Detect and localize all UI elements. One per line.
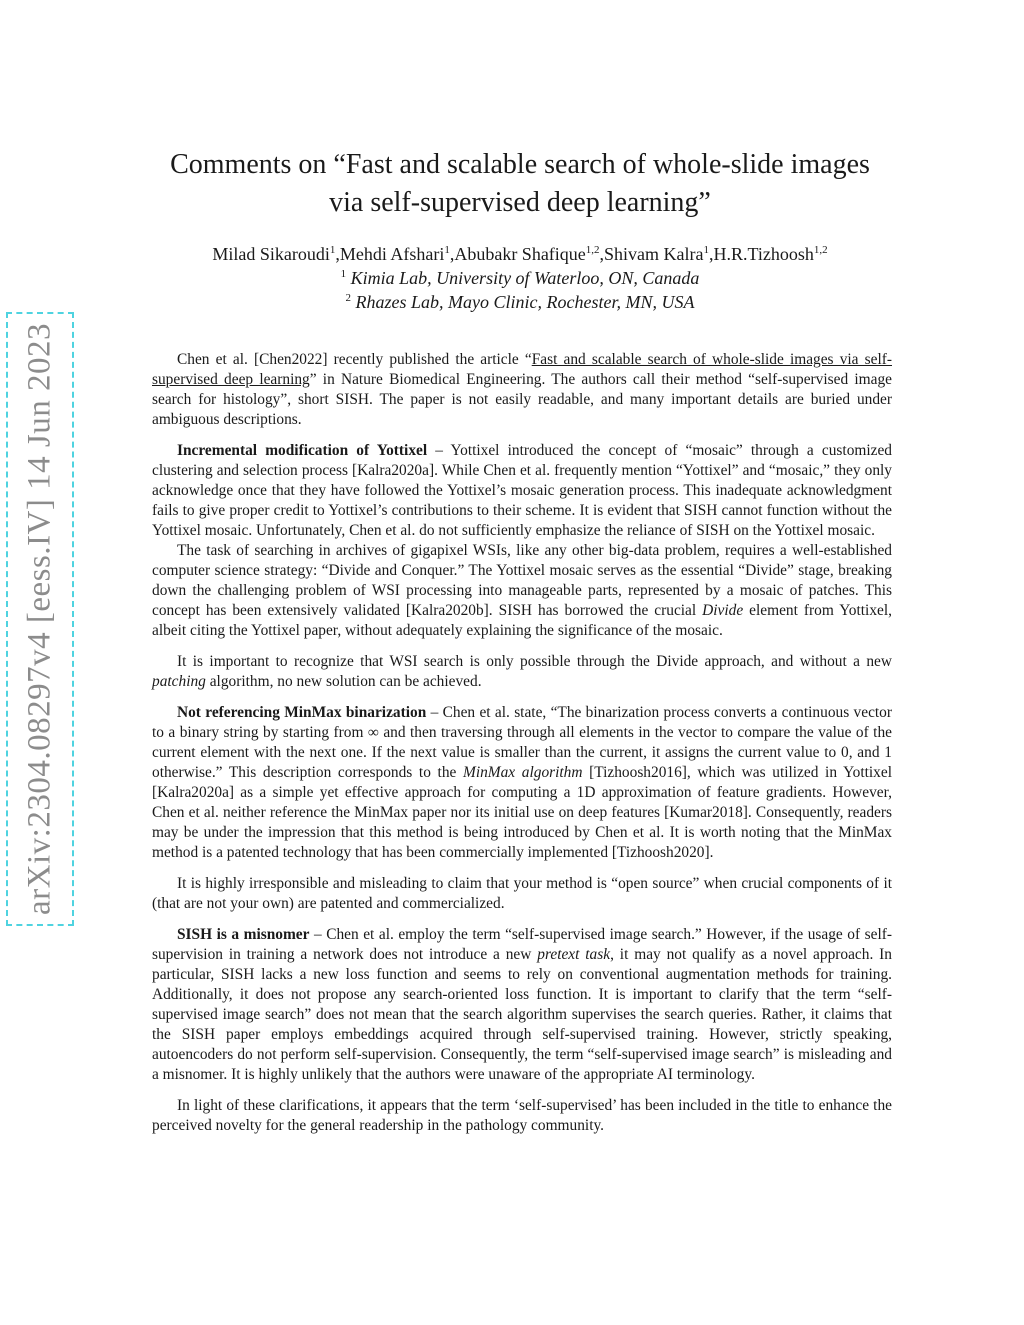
affiliation-number: 2 xyxy=(345,292,352,304)
author-affiliation: 1,2 xyxy=(585,244,600,256)
arxiv-stamp xyxy=(6,312,74,926)
paragraph-divide-conquer: The task of searching in archives of gigapixel WSIs, like any other big-data problem, requires a well-established computer science strategy: “Divide and Conquer.” The Yottixel mosaic serves as the essential “Divide” stage, breaking down the challenging problem of WSI processing into manageable parts, represented by a mosaic of patches. This concept has been extensively validated [Kalra2020b]. SISH has borrowed the crucial Divide element from Yottixel, albeit citing the Yottixel paper, without adequately explaining the significance of the mosaic. xyxy=(152,542,892,639)
author-name: H.R.Tizhoosh xyxy=(713,244,814,264)
paragraph-incremental-modification: Incremental modification of Yottixel – Yottixel introduced the concept of “mosaic” through a customized clustering and selection process [Kalra2020a]. While Chen et al. frequently mention “Yottixel” and “mosaic,” they only acknowledge once that they have followed the Yottixel’s mosaic generation process. This inadequate acknowledgment fails to give proper credit to Yottixel’s contributions to their scheme. It is evident that SISH cannot function without the Yottixel mosaic. Unfortunately, Chen et al. do not sufficiently emphasize the reliance of SISH on the Yottixel mosaic. xyxy=(152,442,892,539)
author-name: Mehdi Afshari xyxy=(339,244,445,264)
paragraph-intro: Chen et al. [Chen2022] recently published the article “Fast and scalable search of whole-slide images via self-supervised deep learning” in Nature Biomedical Engineering. The authors call their method “self-supervised image search for histology”, short SISH. The paper is not easily readable, and many important details are buried under ambiguous descriptions. xyxy=(152,351,892,428)
affiliation-2 xyxy=(100,286,940,314)
paragraph-minmax: Not referencing MinMax binarization – Chen et al. state, “The binarization process converts a continuous vector to a binary string by starting from ∞ and then traversing through all elements in the vector to compare the value of the current element with the next one. If the next value is smaller than the current, it assigns the current value to 0, and 1 otherwise.” This description corresponds to the MinMax algorithm [Tizhoosh2016], which was utilized in Yottixel [Kalra2020a] as a simple yet effective approach for computing a 1D approximation of feature gradients. However, Chen et al. neither reference the MinMax paper nor its initial use on deep features [Kumar2018]. Consequently, readers may be under the impression that this method is being introduced by Chen et al. It is worth noting that the MinMax method is a patented technology that has been commercially implemented [Tizhoosh2020]. xyxy=(152,704,892,861)
section-heading: Not referencing MinMax binarization xyxy=(177,704,427,721)
paragraph-open-source: It is highly irresponsible and misleading to claim that your method is “open source” when crucial components of it (that are not your own) are patented and commercialized. xyxy=(152,875,892,912)
paragraph-misnomer: SISH is a misnomer – Chen et al. employ the term “self-supervised image search.” However, if the usage of self-supervision in training a network does not introduce a new pretext task, it may not qualify as a novel approach. In particular, SISH lacks a new loss function and seems to rely on conventional augmentation methods for training. Additionally, it does not propose any search-oriented loss function. It is important to clarify that the term “self-supervised image search” does not mean that the search algorithm supervises the search queries. Rather, it claims that the SISH paper employs embeddings acquired through self-supervised training. However, strictly speaking, autoencoders do not perform self-supervision. Consequently, the term “self-supervised image search” is misleading and a misnomer. It is highly unlikely that the authors were unaware of the appropriate AI terminology. xyxy=(152,926,892,1083)
affiliation-text: Kimia Lab, University of Waterloo, ON, Canada xyxy=(350,268,700,288)
author-name: Abubakr Shafique xyxy=(454,244,586,264)
arxiv-identifier: arXiv:2304.08297v4 [eess.IV] 14 Jun 2023 xyxy=(21,323,58,915)
paragraph-divide-approach: It is important to recognize that WSI search is only possible through the Divide approach, and without a new patching algorithm, no new solution can be achieved. xyxy=(152,653,892,690)
affiliation-text: Rhazes Lab, Mayo Clinic, Rochester, MN, USA xyxy=(355,292,695,312)
author-list: Milad Sikaroudi$^1$,Mehdi Afshari$^1$,Abubakr Shafique$^{1,2}$,Shivam Kalra$^1$,H.R.Tizhoosh$^{1,2}$ xyxy=(212,244,828,264)
author-name: Shivam Kalra xyxy=(604,244,704,264)
affiliation-number: 1 xyxy=(340,268,347,280)
section-heading: SISH is a misnomer xyxy=(177,926,310,943)
article-link[interactable]: Fast and scalable search of whole-slide images via self-supervised deep learning xyxy=(152,351,892,388)
section-heading: Incremental modification of Yottixel xyxy=(177,442,428,459)
paper-title xyxy=(100,146,940,222)
author-name: Milad Sikaroudi xyxy=(212,244,330,264)
paragraph-conclusion: In light of these clarifications, it appears that the term ‘self-supervised’ has been included in the title to enhance the perceived novelty for the general readership in the pathology community. xyxy=(152,1097,892,1134)
body-text xyxy=(152,350,892,1136)
title-line-2: via self-supervised deep learning” xyxy=(329,187,711,218)
author-affiliation: 1,2 xyxy=(813,244,828,256)
author-affiliation: 1 xyxy=(329,244,336,256)
author-affiliation: 1 xyxy=(444,244,450,256)
title-line-1: Comments on “Fast and scalable search of whole-slide images xyxy=(170,149,870,180)
author-affiliation: 1 xyxy=(703,244,710,256)
